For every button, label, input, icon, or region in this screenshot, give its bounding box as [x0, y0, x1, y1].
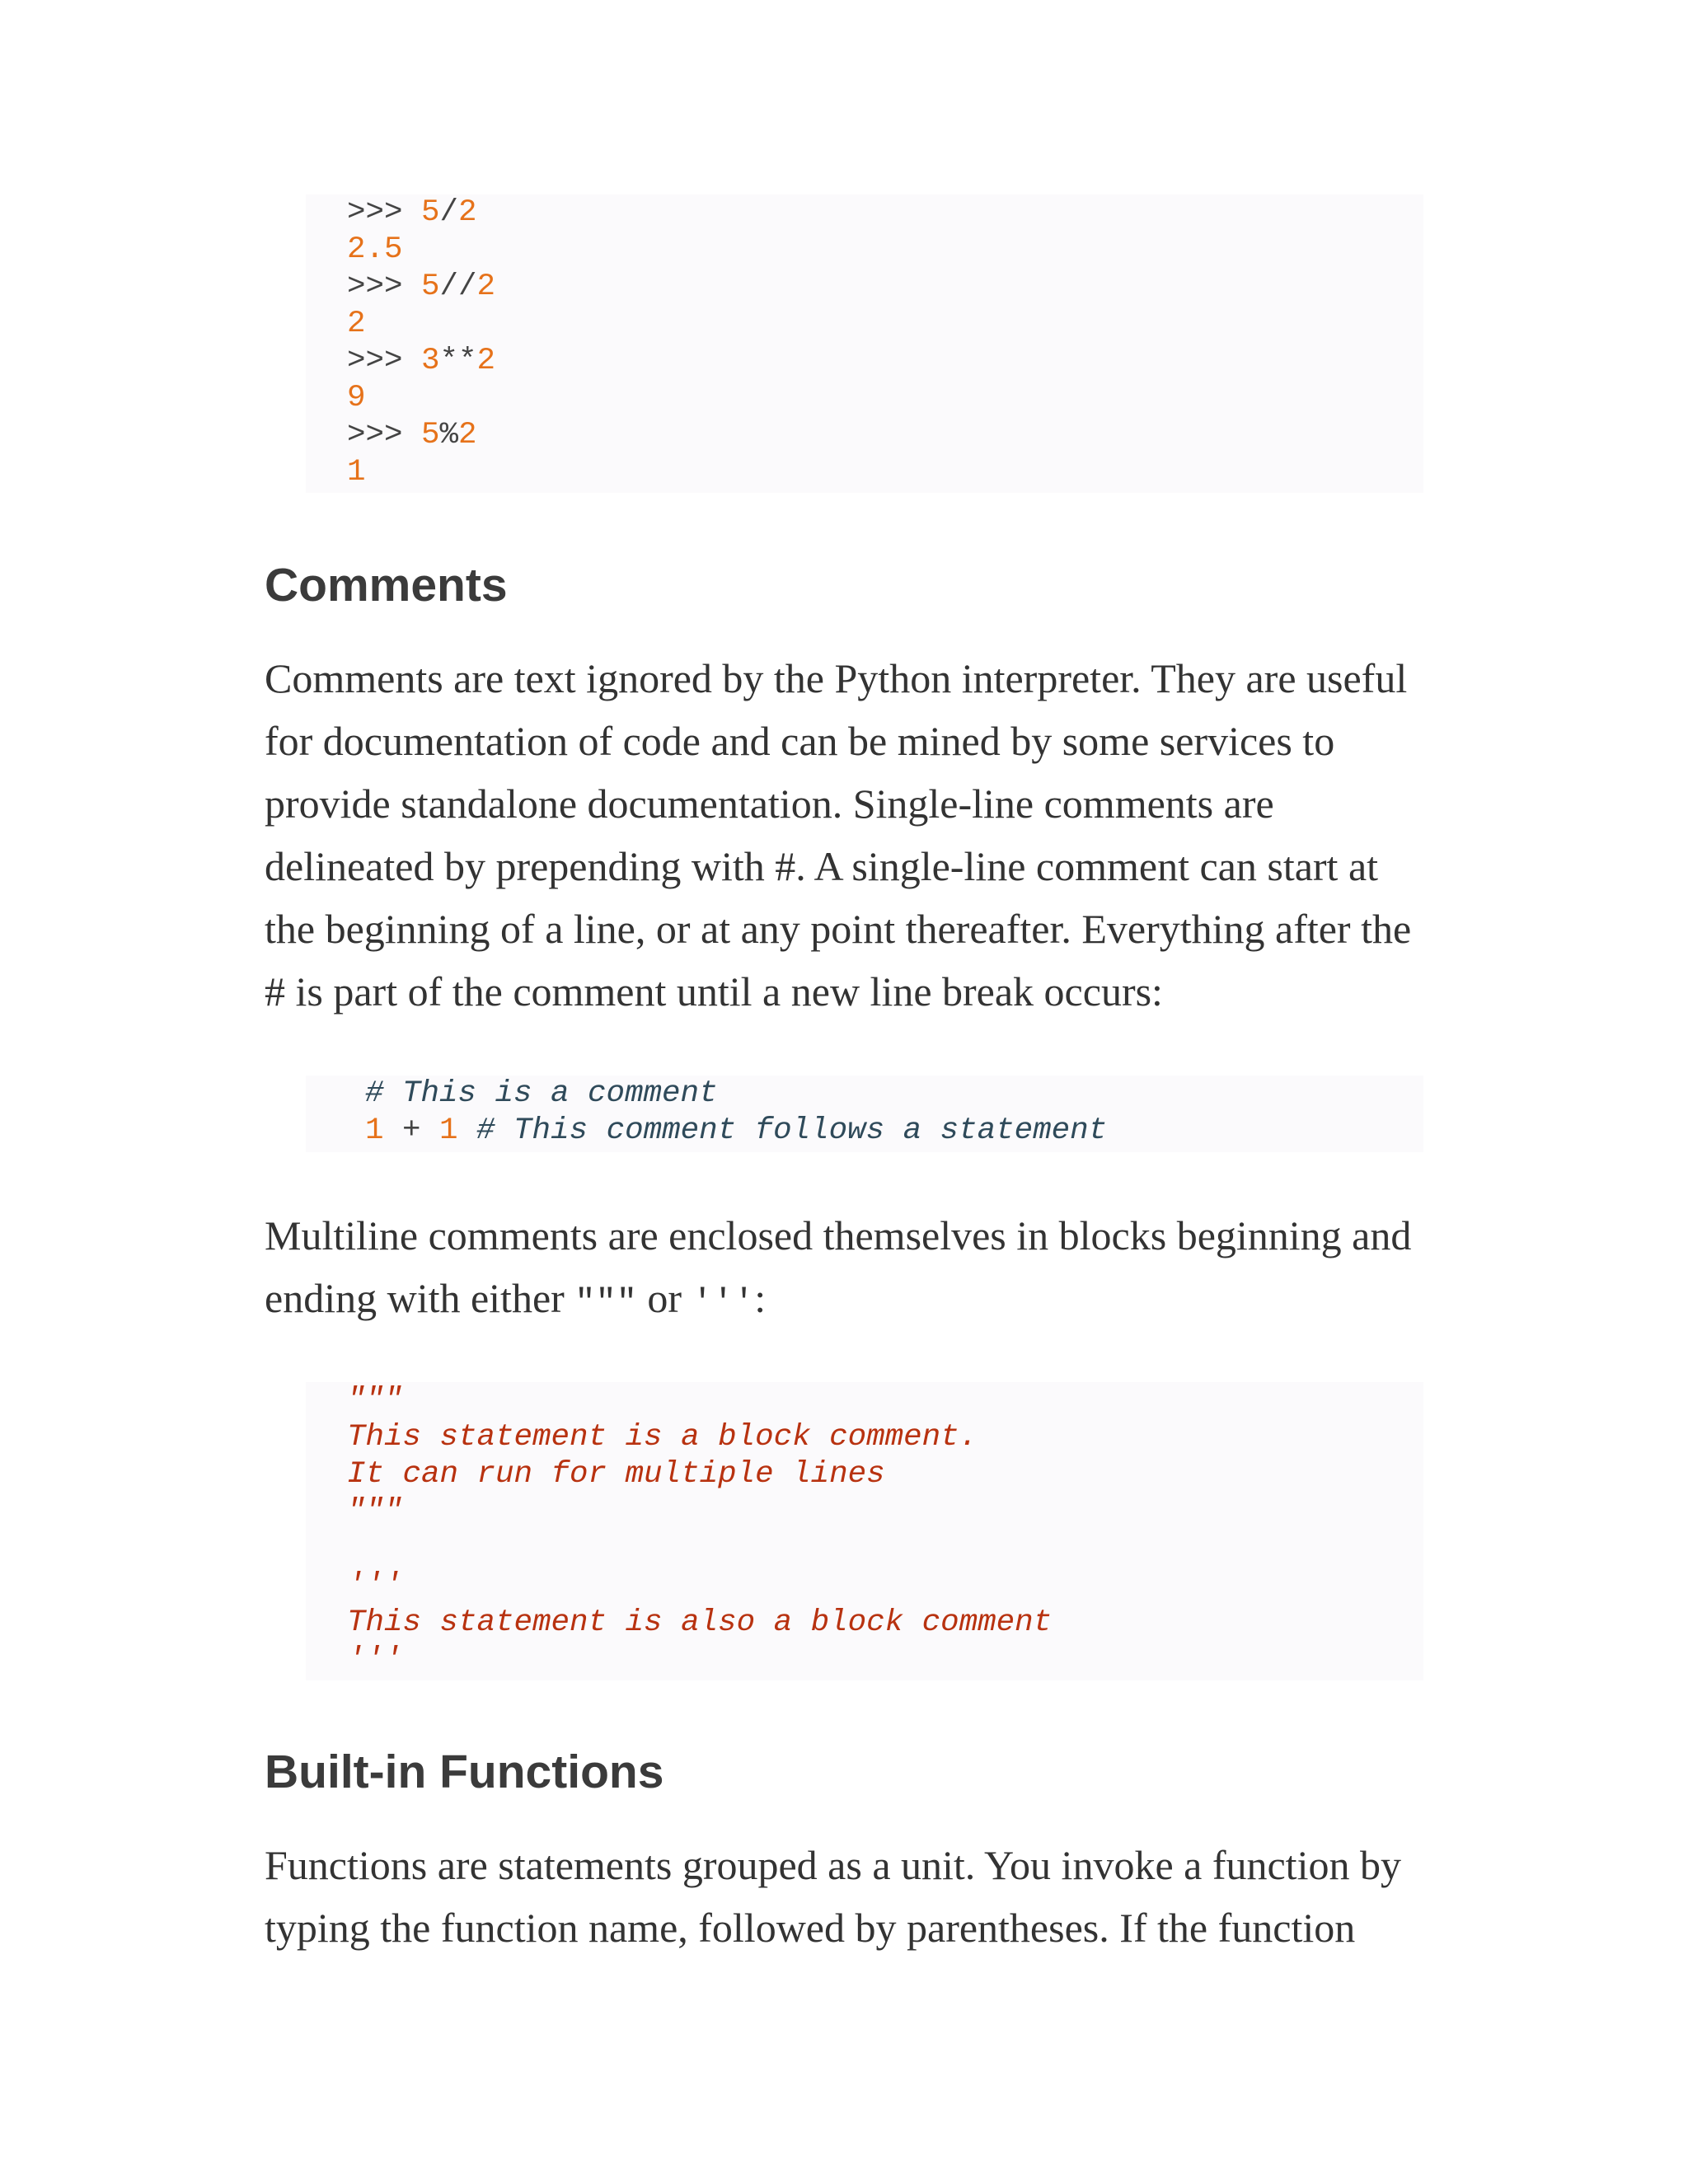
inline-code-triple-single-quote: ''' [692, 1283, 755, 1323]
code-line [347, 1456, 1423, 1493]
paragraph-line: typing the function name, followed by parentheses. If the function [265, 1905, 1356, 1951]
paragraph-line [265, 1267, 1427, 1329]
code-line [347, 454, 1423, 491]
code-token: 2 [476, 269, 496, 304]
code-token: ''' [347, 1568, 403, 1603]
paragraph-line: Functions are statements grouped as a unit. You invoke a function by [265, 1842, 1401, 1888]
code-token: + [383, 1113, 440, 1148]
code-line [347, 1382, 1423, 1419]
code-line [347, 1642, 1423, 1679]
code-token: % [439, 418, 459, 452]
code-token: 2 [476, 344, 496, 378]
code-line [347, 417, 1423, 454]
section-heading-comments: Comments [265, 559, 508, 612]
code-token: >>> [347, 418, 422, 452]
code-token: """ [347, 1383, 403, 1418]
code-token: It can run for multiple lines [347, 1457, 885, 1492]
code-line [347, 1419, 1423, 1456]
code-block-multiline-comments [306, 1382, 1423, 1680]
code-token: # This comment follows a statement [457, 1113, 1108, 1148]
built-in-functions-paragraph [265, 1834, 1427, 1959]
code-line [347, 1530, 1423, 1568]
code-token: 2 [458, 418, 477, 452]
code-token: ** [439, 344, 477, 378]
text-fragment: : [754, 1275, 767, 1321]
paragraph-line: Multiline comments are enclosed themselves in blocks beginning and [265, 1212, 1412, 1258]
code-token: 2.5 [347, 232, 403, 267]
text-fragment: or [636, 1275, 692, 1321]
code-line [347, 232, 1423, 269]
paragraph-line: for documentation of code and can be mined by some services to [265, 718, 1335, 764]
code-token: 1 [365, 1113, 384, 1148]
code-token: 5 [421, 195, 440, 230]
paragraph-line: delineated by prepending with #. A single-line comment can start at [265, 843, 1379, 889]
code-token: / [439, 195, 459, 230]
paragraph-line: the beginning of a line, or at any point thereafter. Everything after the [265, 906, 1412, 952]
code-line [347, 380, 1423, 417]
code-block-arithmetic [306, 194, 1423, 493]
code-token: // [439, 269, 477, 304]
code-token: >>> [347, 195, 422, 230]
text-fragment: ending with either [265, 1275, 575, 1321]
code-line [347, 343, 1423, 380]
code-token: 2 [458, 195, 477, 230]
code-line [347, 306, 1423, 343]
code-token: >>> [347, 269, 422, 304]
code-token: 3 [421, 344, 440, 378]
code-token: 2 [347, 307, 366, 341]
code-line [365, 1076, 1423, 1113]
code-token: 5 [421, 418, 440, 452]
code-token: """ [347, 1494, 403, 1529]
paragraph-line: provide standalone documentation. Single-line comments are [265, 780, 1274, 827]
code-line [347, 194, 1423, 232]
code-block-single-line-comments [306, 1076, 1423, 1152]
code-token: This statement is also a block comment [347, 1605, 1053, 1640]
code-token: # This is a comment [365, 1076, 718, 1111]
code-token: 1 [347, 455, 366, 490]
code-line [347, 1493, 1423, 1530]
code-line [347, 1568, 1423, 1605]
multiline-comments-paragraph [265, 1204, 1427, 1329]
code-token: This statement is a block comment. [347, 1420, 978, 1455]
code-token: 9 [347, 381, 366, 415]
section-heading-built-in-functions: Built-in Functions [265, 1746, 664, 1798]
code-line [347, 1605, 1423, 1642]
paragraph-line: # is part of the comment until a new line break occurs: [265, 968, 1163, 1015]
code-line [365, 1113, 1423, 1150]
paragraph-line: Comments are text ignored by the Python interpreter. They are useful [265, 655, 1408, 701]
code-token: >>> [347, 344, 422, 378]
code-token: 1 [439, 1113, 458, 1148]
inline-code-triple-double-quote: """ [574, 1283, 637, 1323]
code-token: ''' [347, 1643, 403, 1677]
comments-paragraph [265, 647, 1427, 1023]
code-line [347, 269, 1423, 306]
code-token: 5 [421, 269, 440, 304]
